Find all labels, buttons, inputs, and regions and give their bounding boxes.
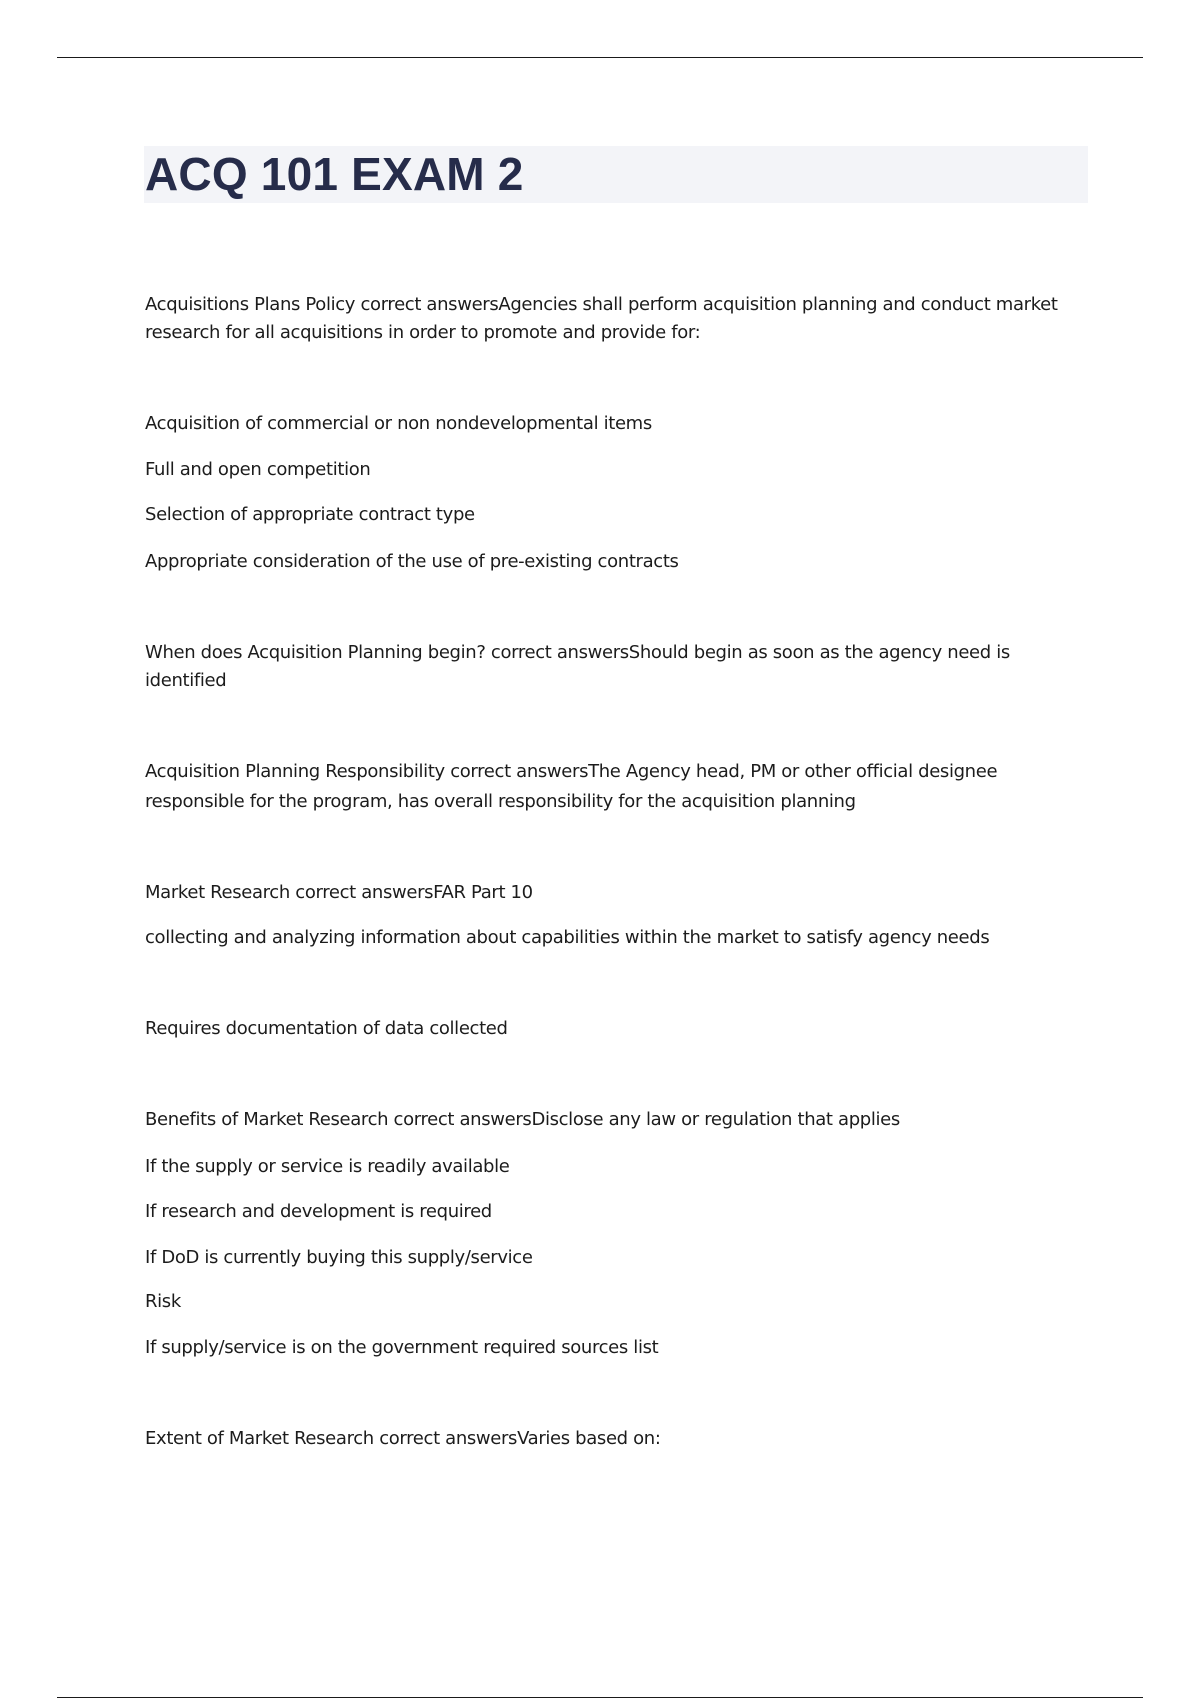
text-line: Requires documentation of data collected [145,1018,508,1039]
text-line: Market Research correct answersFAR Part 10 [145,882,533,903]
text-line: identified [145,670,227,691]
text-line: responsible for the program, has overall responsibility for the acquisition planning [145,791,856,812]
text-line: Appropriate consideration of the use of pre-existing contracts [145,551,679,572]
text-line: If research and development is required [145,1201,492,1222]
page-title: ACQ 101 EXAM 2 [145,148,524,200]
text-line: Acquisition Planning Responsibility correct answersThe Agency head, PM or other official designee [145,761,998,782]
text-line: If the supply or service is readily available [145,1156,510,1177]
text-line: Benefits of Market Research correct answersDisclose any law or regulation that applies [145,1109,900,1130]
text-line: Selection of appropriate contract type [145,504,475,525]
text-line: collecting and analyzing information about capabilities within the market to satisfy agency needs [145,927,990,948]
text-line: When does Acquisition Planning begin? correct answersShould begin as soon as the agency need is [145,642,1010,663]
text-line: If supply/service is on the government required sources list [145,1337,659,1358]
text-line: research for all acquisitions in order to promote and provide for: [145,322,701,343]
text-line: Extent of Market Research correct answersVaries based on: [145,1428,661,1449]
text-line: Full and open competition [145,459,371,480]
text-line: Acquisitions Plans Policy correct answersAgencies shall perform acquisition planning and conduct market [145,294,1058,315]
text-line: Acquisition of commercial or non nondevelopmental items [145,413,652,434]
text-line: If DoD is currently buying this supply/service [145,1247,533,1268]
top-rule [57,57,1143,58]
text-line: Risk [145,1291,181,1312]
bottom-rule [57,1697,1143,1698]
